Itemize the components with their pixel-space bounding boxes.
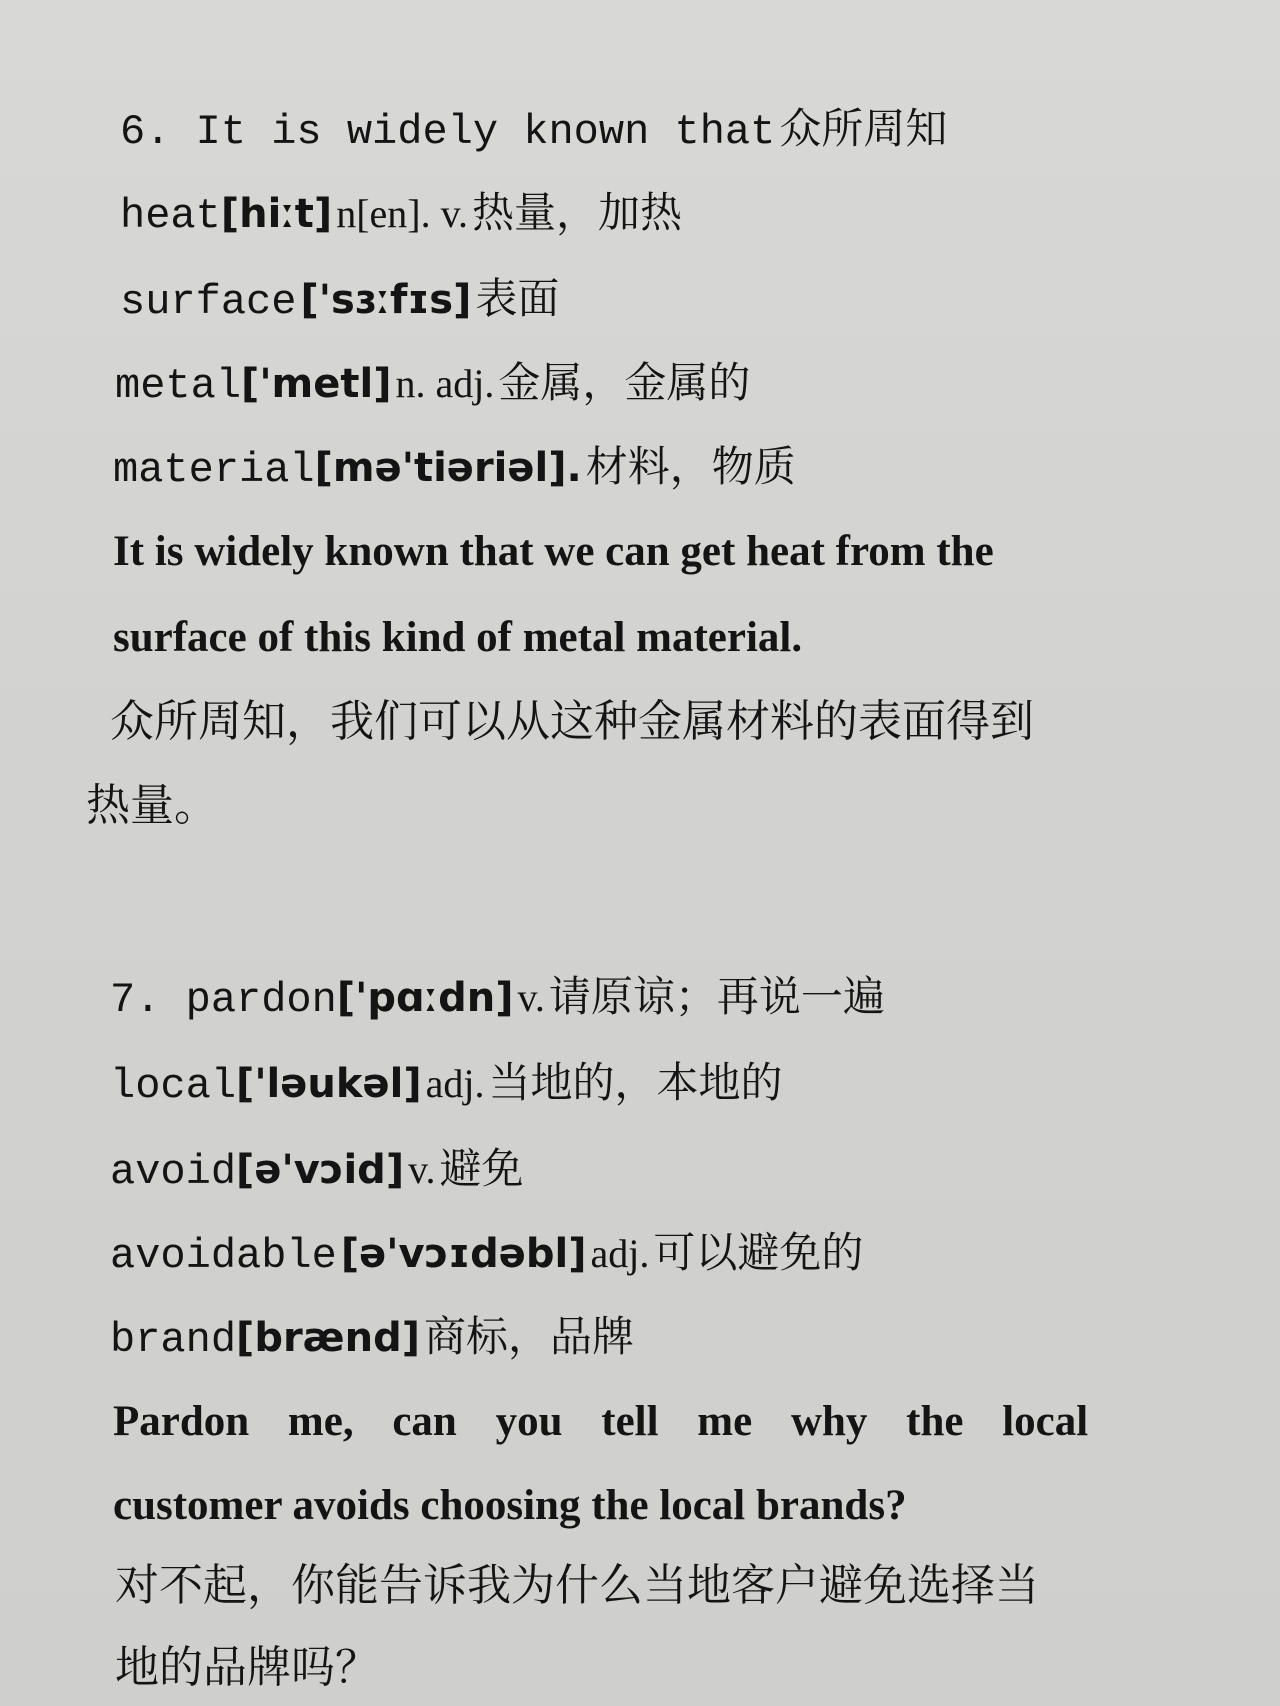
sentence-text: customer avoids choosing the local brands? — [113, 1482, 907, 1529]
translation-text: 热量。 — [86, 780, 218, 831]
vocab-pos: n. adj. — [395, 361, 495, 406]
vocab-pos: n[en]. v. — [336, 191, 468, 236]
vocab-line-avoid — [110, 1144, 524, 1196]
vocab-word: local — [110, 1062, 237, 1110]
vocab-word: avoid — [110, 1148, 237, 1196]
vocab-pos: adj. — [425, 1061, 485, 1106]
vocab-meaning: 材料，物质 — [585, 442, 796, 491]
vocab-line-title-6 — [120, 104, 948, 156]
vocab-word: 6. It is widely known that — [120, 108, 776, 156]
sentence-text: It is widely known that we can get heat from the — [113, 528, 994, 575]
vocab-meaning: 众所周知 — [779, 104, 948, 153]
vocab-word: metal — [115, 362, 242, 410]
vocab-meaning: 表面 — [475, 274, 560, 323]
vocab-word: avoidable — [110, 1232, 337, 1280]
example-sentence-line-3 — [113, 1400, 1088, 1443]
vocab-ipa: ['metl] — [241, 361, 392, 407]
vocab-line-surface — [120, 274, 560, 326]
vocab-meaning: 当地的，本地的 — [488, 1058, 783, 1107]
translation-line-3 — [115, 1560, 1039, 1611]
vocab-pos: v. — [517, 975, 545, 1020]
sentence-text: surface of this kind of metal material. — [113, 614, 803, 661]
vocab-ipa: ['pɑːdn] — [336, 975, 514, 1021]
vocab-line-avoidable — [110, 1228, 864, 1280]
vocab-word: surface — [120, 278, 297, 326]
vocab-line-metal — [115, 358, 751, 410]
translation-text: 对不起，你能告诉我为什么当地客户避免选择当 — [115, 1560, 1039, 1611]
vocab-word: heat — [120, 192, 221, 240]
vocab-line-pardon — [110, 972, 885, 1024]
vocab-ipa: [ə'vɔɪdəbl] — [340, 1231, 587, 1277]
vocab-line-brand — [110, 1312, 634, 1364]
vocab-ipa: ['sɜːfɪs] — [300, 277, 472, 323]
vocab-meaning: 金属，金属的 — [498, 358, 751, 407]
translation-line-1 — [110, 696, 1034, 747]
vocab-line-local — [110, 1058, 783, 1110]
vocab-meaning: 请原谅；再说一遍 — [548, 972, 885, 1021]
sentence-text: Pardon me, can you tell me why the local — [113, 1398, 1089, 1445]
vocab-pos: v. — [408, 1147, 436, 1192]
vocab-meaning: 商标，品牌 — [423, 1312, 634, 1361]
vocab-line-material — [113, 442, 796, 494]
vocab-ipa: [hiːt] — [220, 191, 333, 237]
example-sentence-line-4 — [113, 1484, 907, 1527]
vocab-word: material — [113, 446, 315, 494]
vocab-word: brand — [110, 1316, 237, 1364]
vocab-ipa: ['ləukəl] — [236, 1061, 422, 1107]
vocab-ipa: [mə'tiəriəl]. — [314, 445, 582, 491]
translation-text: 众所周知，我们可以从这种金属材料的表面得到 — [110, 696, 1034, 747]
vocab-pos: adj. — [590, 1231, 650, 1276]
translation-line-2 — [86, 780, 218, 831]
vocab-ipa: [brænd] — [236, 1315, 420, 1361]
vocab-meaning: 避免 — [439, 1144, 524, 1193]
vocab-ipa: [ə'vɔid] — [236, 1147, 405, 1193]
example-sentence-line-1 — [113, 530, 1183, 573]
vocab-meaning: 可以避免的 — [653, 1228, 864, 1277]
example-sentence-line-2 — [113, 616, 802, 659]
translation-line-4 — [115, 1642, 379, 1693]
translation-text: 地的品牌吗？ — [115, 1642, 379, 1693]
vocab-word: 7. pardon — [110, 976, 337, 1024]
vocab-meaning: 热量，加热 — [471, 188, 682, 237]
vocab-line-heat — [120, 188, 682, 240]
